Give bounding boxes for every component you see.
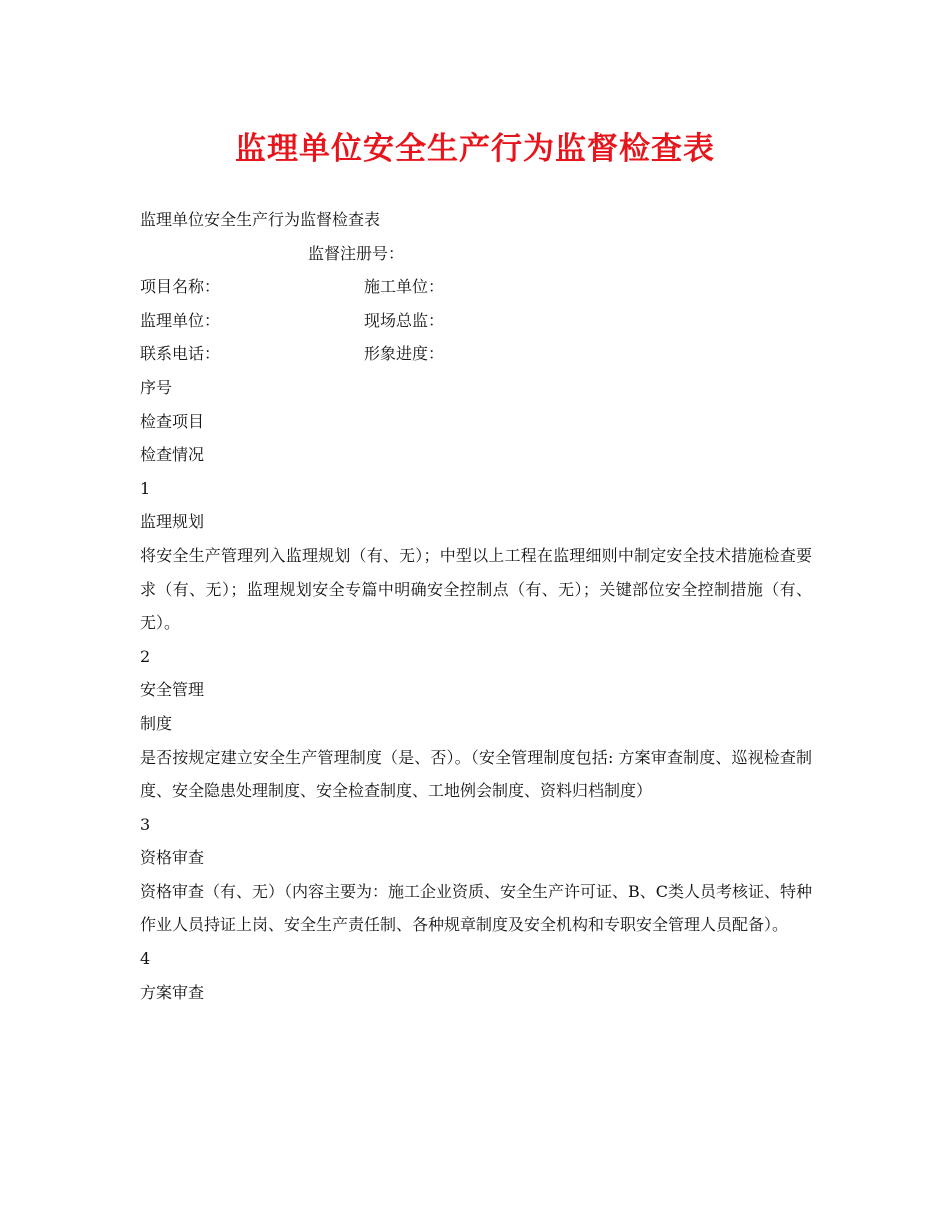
- form-subtitle: 监理单位安全生产行为监督检查表: [140, 210, 381, 229]
- item-name: 安全管理: [140, 680, 205, 700]
- item-name: 资格审查: [140, 848, 205, 868]
- item-number: 2: [140, 646, 151, 666]
- registration-number-label: 监督注册号：: [308, 243, 405, 263]
- contact-phone-label: 联系电话：: [140, 344, 221, 364]
- field-row-2: [140, 304, 812, 338]
- field-row-1: [140, 270, 812, 304]
- field-row-3: [140, 337, 812, 371]
- item-description: 将安全生产管理列入监理规划（有、无）；中型以上工程在监理细则中制定安全技术措施检查要求（有、无）；监理规划安全专篇中明确安全控制点（有、无）；关键部位安全控制措施（有、无）。: [140, 545, 812, 633]
- document-body: [140, 203, 812, 1009]
- item-description: 是否按规定建立安全生产管理制度（是、否）。（安全管理制度包括: 方案审查制度、巡视检查制度、安全隐患处理制度、安全检查制度、工地例会制度、资料归档制度）: [140, 747, 812, 801]
- header-item: 检查项目: [140, 411, 205, 431]
- project-name-label: 项目名称：: [140, 277, 221, 297]
- item-number: 4: [140, 949, 151, 969]
- item-number: 1: [140, 478, 151, 498]
- header-seq: 序号: [140, 377, 173, 397]
- item-description: 资格审查（有、无）（内容主要为：施工企业资质、安全生产许可证、B、C类人员考核证、特种作业人员持证上岗、安全生产责任制、各种规章制度及安全机构和专职安全管理人员配备）。: [140, 881, 813, 935]
- item-name: 方案审查: [140, 982, 205, 1002]
- site-chief-label: 现场总监：: [364, 310, 445, 330]
- construction-unit-label: 施工单位：: [364, 277, 445, 297]
- progress-label: 形象进度：: [364, 344, 445, 364]
- item-number: 3: [140, 814, 151, 834]
- item-name: 监理规划: [140, 512, 205, 532]
- item-name-continued: 制度: [140, 713, 173, 733]
- document-title: 监理单位安全生产行为监督检查表: [235, 131, 715, 167]
- supervision-unit-label: 监理单位：: [140, 310, 221, 330]
- header-status: 检查情况: [140, 445, 205, 465]
